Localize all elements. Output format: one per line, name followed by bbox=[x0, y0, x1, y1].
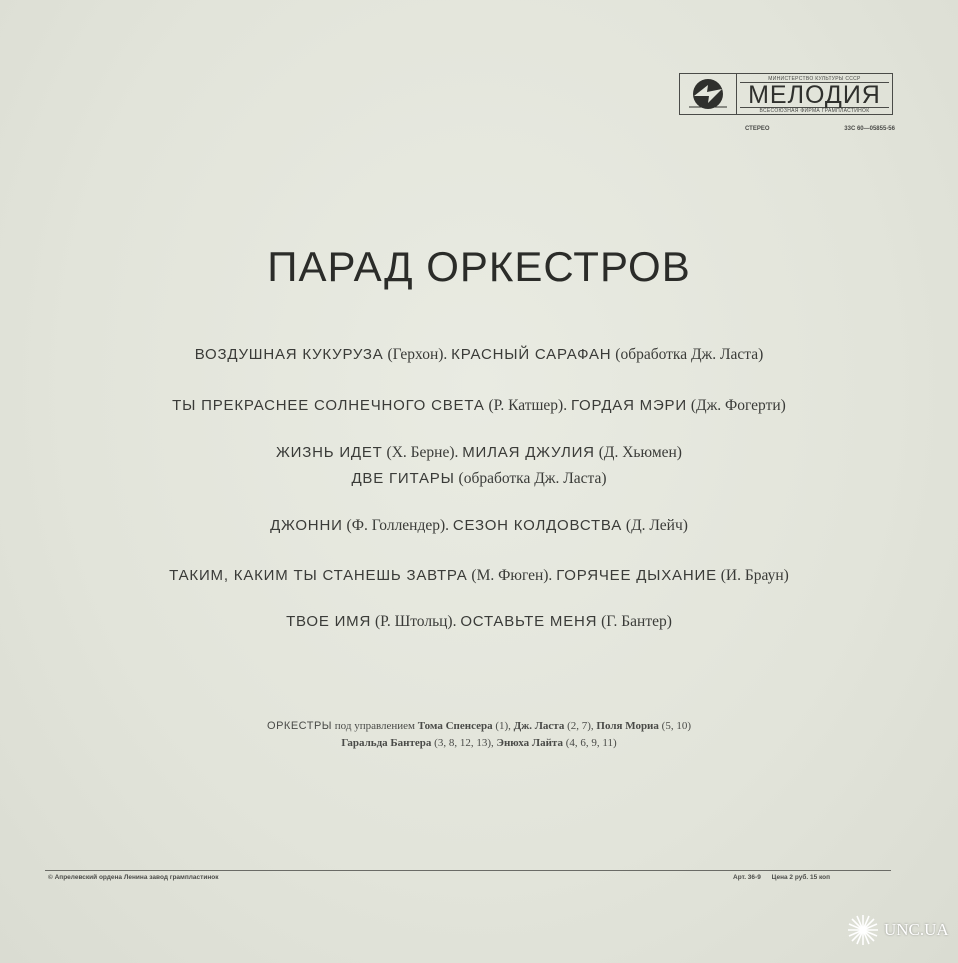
logo-top-text: МИНИСТЕРСТВО КУЛЬТУРЫ СССР bbox=[768, 76, 861, 82]
conductor-name: Дж. Ласта bbox=[513, 720, 565, 732]
credits-text: (4, 6, 9, 11) bbox=[562, 737, 617, 749]
track-title: ЖИЗНЬ ИДЕТ bbox=[276, 444, 383, 461]
price-info bbox=[733, 874, 830, 881]
track-title: ТЫ ПРЕКРАСНЕЕ СОЛНЕЧНОГО СВЕТА bbox=[172, 397, 485, 414]
article-number: Арт. 36-9 bbox=[733, 874, 761, 881]
track-title: ДЖОННИ bbox=[270, 517, 343, 534]
conductor-name: Гаральда Бантера bbox=[341, 737, 432, 749]
price-label: Цена 2 руб. 15 коп bbox=[771, 874, 831, 881]
conductor-name: Тома Спенсера bbox=[417, 720, 493, 732]
track-author: (Р. Катшер). bbox=[484, 397, 571, 414]
credits-line bbox=[0, 737, 958, 749]
track-line bbox=[0, 470, 958, 488]
catalog-info bbox=[745, 126, 895, 132]
track-title: МИЛАЯ ДЖУЛИЯ bbox=[462, 444, 595, 461]
track-author: (Г. Бантер) bbox=[597, 613, 672, 630]
credits-text: (1), bbox=[492, 720, 514, 732]
footer-divider bbox=[45, 870, 891, 871]
track-title: ГОРДАЯ МЭРИ bbox=[570, 397, 687, 414]
track-author: (Д. Лейч) bbox=[622, 517, 688, 534]
catalog-number: 33С 60—05855-56 bbox=[844, 126, 895, 132]
credits-line bbox=[0, 720, 958, 732]
track-author: (И. Браун) bbox=[716, 567, 789, 584]
credits-text: под управлением bbox=[332, 720, 418, 732]
track-title: КРАСНЫЙ САРАФАН bbox=[451, 346, 612, 363]
track-title: СЕЗОН КОЛДОВСТВА bbox=[452, 517, 623, 534]
credits-text: (2, 7), bbox=[564, 720, 597, 732]
track-author: (Р. Штольц). bbox=[371, 613, 461, 630]
melodiya-emblem-icon bbox=[680, 74, 737, 114]
track-line bbox=[0, 346, 958, 364]
track-author: (обработка Дж. Ласта) bbox=[611, 346, 764, 363]
track-title: ДВЕ ГИТАРЫ bbox=[351, 470, 455, 487]
track-line bbox=[0, 567, 958, 585]
melodiya-logo bbox=[679, 73, 893, 115]
track-title: ВОЗДУШНАЯ КУКУРУЗА bbox=[194, 346, 384, 363]
track-line bbox=[0, 613, 958, 631]
track-author: (Герхон). bbox=[383, 346, 452, 363]
track-title: ТАКИМ, КАКИМ ТЫ СТАНЕШЬ ЗАВТРА bbox=[169, 567, 468, 584]
track-title: ГОРЯЧЕЕ ДЫХАНИЕ bbox=[556, 567, 717, 584]
format-label: СТЕРЕО bbox=[745, 126, 770, 132]
track-author: (Дж. Фогерти) bbox=[686, 397, 786, 414]
track-line bbox=[0, 517, 958, 535]
track-author: (Д. Хьюмен) bbox=[594, 444, 682, 461]
credits-text: (5, 10) bbox=[658, 720, 691, 732]
track-author: (Х. Берне). bbox=[382, 444, 463, 461]
track-title: ОСТАВЬТЕ МЕНЯ bbox=[460, 613, 598, 630]
track-title: ТВОЕ ИМЯ bbox=[286, 613, 372, 630]
track-author: (обработка Дж. Ласта) bbox=[454, 470, 607, 487]
conductor-name: Поля Мориа bbox=[596, 720, 659, 732]
conductor-name: Энюха Лайта bbox=[496, 737, 563, 749]
logo-name: МЕЛОДИЯ bbox=[740, 82, 889, 108]
track-author: (М. Фюген). bbox=[467, 567, 557, 584]
manufacturer-note: © Апрелевский ордена Ленина завод грампластинок bbox=[48, 874, 219, 881]
track-line bbox=[0, 444, 958, 462]
logo-bottom-text: ВСЕСОЮЗНАЯ ФИРМА ГРАМПЛАСТИНОК bbox=[759, 108, 870, 114]
watermark-text: UNC.UA bbox=[884, 920, 949, 939]
credits-text: (3, 8, 12, 13), bbox=[431, 737, 497, 749]
starburst-icon bbox=[846, 913, 880, 947]
credits-text: ОРКЕСТРЫ bbox=[267, 720, 333, 732]
track-line bbox=[0, 397, 958, 415]
album-title: ПАРАД ОРКЕСТРОВ bbox=[267, 243, 691, 290]
track-author: (Ф. Голлендер). bbox=[342, 517, 453, 534]
watermark bbox=[846, 910, 950, 950]
